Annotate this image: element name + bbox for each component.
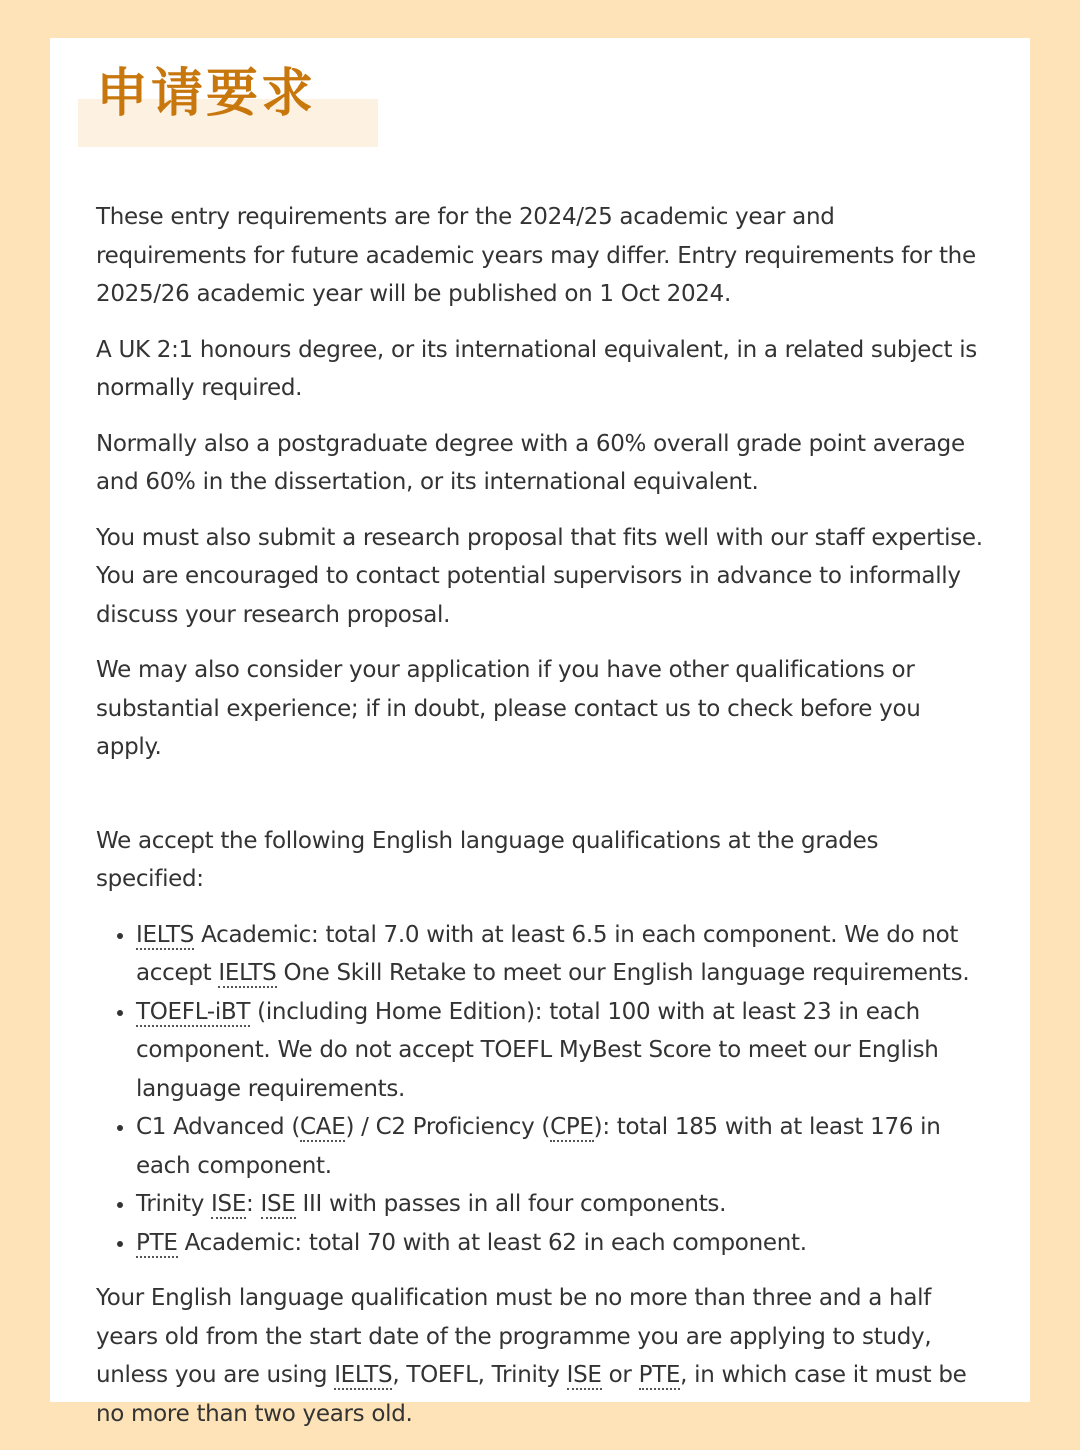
list-item-text: Academic: total 70 with at least 62 in each component.	[177, 1229, 807, 1256]
list-item-text: C1 Advanced (	[136, 1114, 300, 1140]
paragraph-qualification-age	[96, 1279, 988, 1433]
abbr-ise: ISE	[566, 1362, 602, 1388]
list-item-text: ) / C2 Proficiency (	[345, 1114, 551, 1140]
english-qualification-list	[96, 916, 988, 1263]
requirements-content	[96, 198, 988, 1450]
list-item-text: Trinity	[136, 1191, 212, 1217]
abbr-ielts: IELTS	[136, 921, 195, 948]
paragraph-text: , TOEFL, Trinity	[392, 1362, 567, 1388]
paragraph-text: , in which case it must be no more than two years old.	[96, 1362, 967, 1427]
abbr-cae: CAE	[300, 1114, 346, 1140]
list-item-text: :	[246, 1191, 261, 1217]
abbr-toefl-ibt: TOEFL-iBT	[136, 998, 251, 1025]
list-item-cambridge	[136, 1108, 988, 1185]
abbr-ise: ISE	[211, 1191, 247, 1217]
list-item-ielts	[136, 916, 988, 993]
list-item-text: III with passes in all four components.	[295, 1191, 727, 1217]
paragraph-text: Your English language qualification must be no more than three and a half years old from the start date of the programme you are applying to study, unless you are using	[96, 1285, 932, 1388]
paragraph-degree: A UK 2:1 honours degree, or its international equivalent, in a related subject is normally required.	[96, 336, 977, 401]
abbr-cpe: CPE	[550, 1114, 594, 1140]
paragraph-postgraduate: Normally also a postgraduate degree with a 60% overall grade point average and 60% in the dissertation, or its international equivalent.	[96, 430, 965, 495]
abbr-pte: PTE	[638, 1362, 681, 1388]
paragraph-other-qualifications: We may also consider your application if you have other qualifications or substantial experience; if in doubt, please contact us to check before you apply.	[96, 657, 921, 760]
abbr-ise: ISE	[260, 1191, 296, 1217]
list-item-text: ): total 185 with at least 176 in each component.	[136, 1114, 941, 1179]
page-title: 申请要求	[96, 64, 317, 124]
list-item-text: (including Home Edition): total 100 with at least 23 in each component. We do not accept TOEFL MyBest Score to meet our English language requirements.	[136, 998, 939, 1102]
list-item-trinity	[136, 1185, 988, 1224]
list-item-text: One Skill Retake to meet our English language requirements.	[276, 960, 970, 986]
abbr-pte: PTE	[136, 1229, 178, 1256]
paragraph-research-proposal: You must also submit a research proposal that fits well with our staff expertise. You are encouraged to contact potential supervisors in advance to informally discuss your research proposal.	[96, 524, 983, 628]
paragraph-text: or	[601, 1362, 639, 1388]
abbr-ielts: IELTS	[334, 1362, 393, 1388]
abbr-ielts: IELTS	[218, 960, 277, 986]
list-item-toefl	[136, 993, 988, 1109]
list-item-pte	[136, 1224, 988, 1263]
paragraph-entry-year: These entry requirements are for the 2024/25 academic year and requirements for future academic years may differ. Entry requirements for the 2025/26 academic year will be published on 1 Oct 2024.	[96, 204, 976, 307]
content-card	[50, 38, 1030, 1427]
list-item-text: Academic: total 7.0 with at least 6.5 in each component. We do not accept	[136, 921, 959, 986]
english-intro: We accept the following English language qualifications at the grades specified:	[96, 827, 879, 892]
